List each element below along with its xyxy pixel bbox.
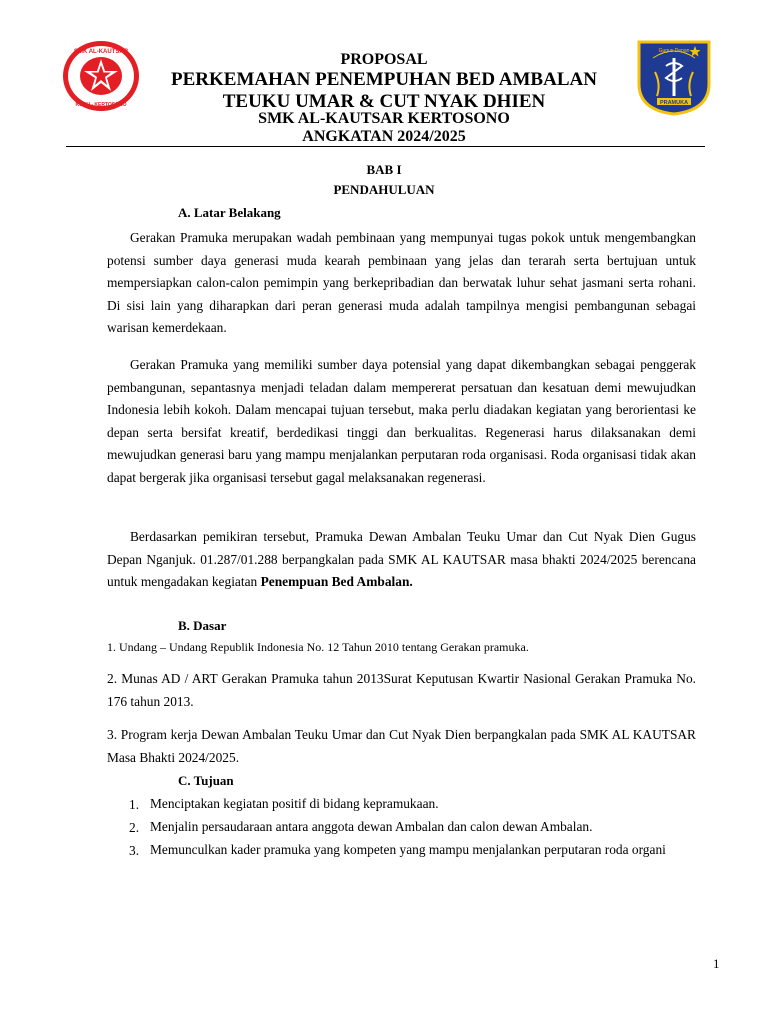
paragraph-latar-3 (107, 526, 696, 594)
tujuan-number-2: 2. (129, 820, 140, 835)
paragraph-latar-2: Gerakan Pramuka yang memiliki sumber daya potensial yang dapat dikembangkan sebagai penggerak pembangunan, sepantasnya menjadi teladan dalam mempererat persatuan dan kesatuan demi mewujudkan Indonesia lebih kokoh. Dalam mencapai tujuan tersebut, maka perlu diadakan kegiatan yang berorientasi ke depan serta bersifat kreatif, berdedikasi tinggi dan berkualitas. Regenerasi harus dilaksanakan demi mewujudkan generasi baru yang mampu menjalankan perputaran roda organisasi. Roda organisasi tidak akan dapat bergerak jika organisasi tersebut gagal melaksanakan regenerasi. (107, 357, 696, 485)
logo-left-top-text: SMK AL-KAUTSAR (73, 49, 129, 55)
header-title: PERKEMAHAN PENEMPUHAN BED AMBALAN (171, 69, 597, 90)
section-b-title: B. Dasar (178, 618, 227, 633)
header-school: SMK AL-KAUTSAR KERTOSONO (258, 110, 510, 127)
dasar-item-3: 3. Program kerja Dewan Ambalan Teuku Umar dan Cut Nyak Dien berpangkalan pada SMK AL KAUTSAR Masa Bhakti 2024/2025. (107, 727, 696, 765)
section-c-title: C. Tujuan (178, 773, 234, 788)
header-proposal: PROPOSAL (340, 51, 428, 68)
tujuan-number-1: 1. (129, 797, 140, 812)
section-a-title: A. Latar Belakang (178, 205, 281, 220)
tujuan-item-3: Memunculkan kader pramuka yang kompeten yang mampu menjalankan perputaran roda organi (150, 842, 666, 857)
logo-right-top-text: Gugus Depan (658, 48, 690, 54)
dasar-item-2: 2. Munas AD / ART Gerakan Pramuka tahun 2013Surat Keputusan Kwartir Nasional Gerakan Pramuka No. 176 tahun 2013. (107, 671, 696, 709)
header-subtitle: TEUKU UMAR & CUT NYAK DHIEN (222, 91, 546, 112)
paragraph-latar-1: Gerakan Pramuka merupakan wadah pembinaan yang mempunyai tugas pokok untuk mengembangkan potensi sumber daya generasi muda kearah pembinaan yang jelas dan terarah serta bertujuan untuk mempersiapkan calon-calon pemimpin yang berkepribadian dan berwatak luhur sehat jasmani serta rohani. Di sisi lain yang diharapkan dari peran generasi muda adalah tampilnya mengisi pembangunan sebagai warisan kemerdekaan. (107, 230, 696, 336)
paragraph-latar-3-bold: Penempuan Bed Ambalan. (260, 574, 413, 590)
header-year: ANGKATAN 2024/2025 (302, 128, 466, 145)
tujuan-item-2: Menjalin persaudaraan antara anggota dewan Ambalan dan calon dewan Ambalan. (150, 819, 593, 834)
logo-left-bottom-text: KUDU - KERTOSONO (75, 102, 127, 108)
page-number: 1 (713, 956, 720, 971)
logo-right-bottom-text: PRAMUKA (659, 100, 689, 106)
chapter-subtitle: PENDAHULUAN (333, 182, 435, 197)
tujuan-number-3: 3. (129, 843, 140, 858)
paragraph-latar-3-text: Berdasarkan pemikiran tersebut, Pramuka Dewan Ambalan Teuku Umar dan Cut Nyak Dien Gugus Depan Nganjuk. 01.287/01.288 berpangkalan pada SMK AL KAUTSAR masa bhakti 2024/2025 berencana untuk mengadakan kegiatan (107, 529, 696, 590)
chapter-title: BAB I (366, 162, 402, 177)
tujuan-item-1: Menciptakan kegiatan positif di bidang kepramukaan. (150, 796, 439, 811)
dasar-item-1: 1. Undang – Undang Republik Indonesia No. 12 Tahun 2010 tentang Gerakan pramuka. (107, 640, 529, 654)
header-divider (66, 146, 705, 147)
